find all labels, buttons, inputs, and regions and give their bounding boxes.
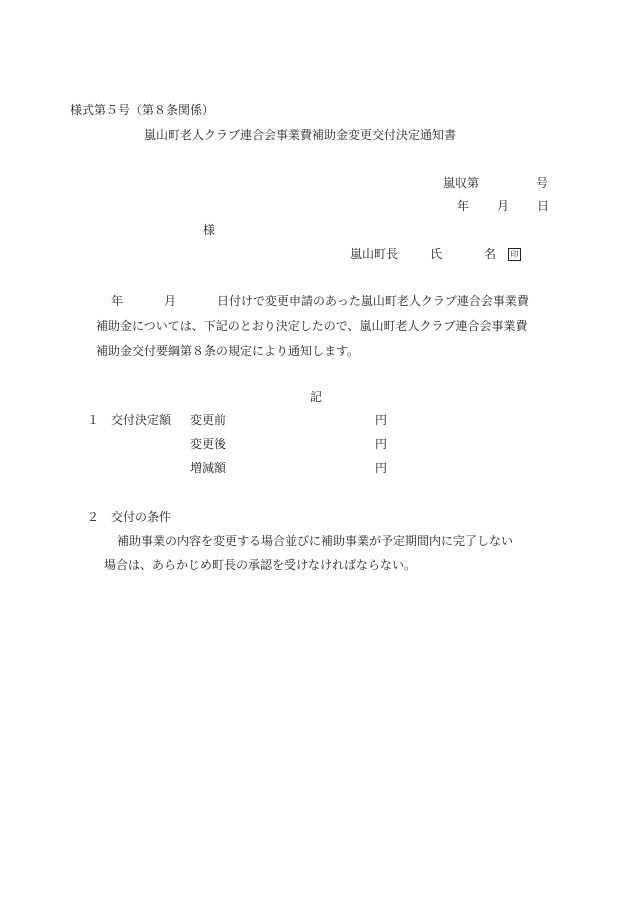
- doc-number-suffix: 号: [536, 176, 549, 190]
- date-month: 月: [497, 199, 510, 213]
- ki-heading: 記: [310, 390, 323, 404]
- body-line1-rest: 日付けで変更申請のあった嵐山町老人クラブ連合会事業費: [217, 294, 529, 308]
- section2-number: ２: [87, 510, 100, 524]
- sender-name-label-2: 名: [484, 247, 497, 261]
- date-year: 年: [457, 199, 470, 213]
- row-before-label: 変更前: [190, 413, 227, 427]
- form-label: 様式第５号（第８条関係）: [70, 103, 215, 117]
- body-line1-month: 月: [164, 294, 177, 308]
- document-title: 嵐山町老人クラブ連合会事業費補助金変更交付決定通知書: [144, 128, 457, 142]
- recipient-suffix: 様: [203, 223, 216, 237]
- doc-number-prefix: 嵐収第: [443, 176, 480, 190]
- section1-number: １: [87, 413, 100, 427]
- row-before-unit: 円: [375, 413, 388, 427]
- section2-label: 交付の条件: [111, 510, 172, 524]
- section2-line2: 場合は、あらかじめ町長の承認を受けなければならない。: [104, 558, 417, 572]
- body-line3: 補助金交付要綱第８条の規定により通知します。: [96, 344, 360, 358]
- body-line2: 補助金については、下記のとおり決定したので、嵐山町老人クラブ連合会事業費: [96, 319, 528, 333]
- row-after-label: 変更後: [190, 437, 227, 451]
- row-after-unit: 円: [375, 437, 388, 451]
- seal-mark: [508, 247, 521, 261]
- sender-name-label-1: 氏: [430, 247, 443, 261]
- row-diff-label: 増減額: [190, 461, 227, 475]
- section1-label: 交付決定額: [111, 413, 172, 427]
- date-day: 日: [537, 199, 550, 213]
- seal-icon: 印: [508, 248, 521, 261]
- sender-title: 嵐山町長: [350, 247, 399, 261]
- section2-line1: 補助事業の内容を変更する場合並びに補助事業が予定期間内に完了しない: [117, 534, 514, 548]
- row-diff-unit: 円: [375, 461, 388, 475]
- body-line1-year: 年: [111, 294, 124, 308]
